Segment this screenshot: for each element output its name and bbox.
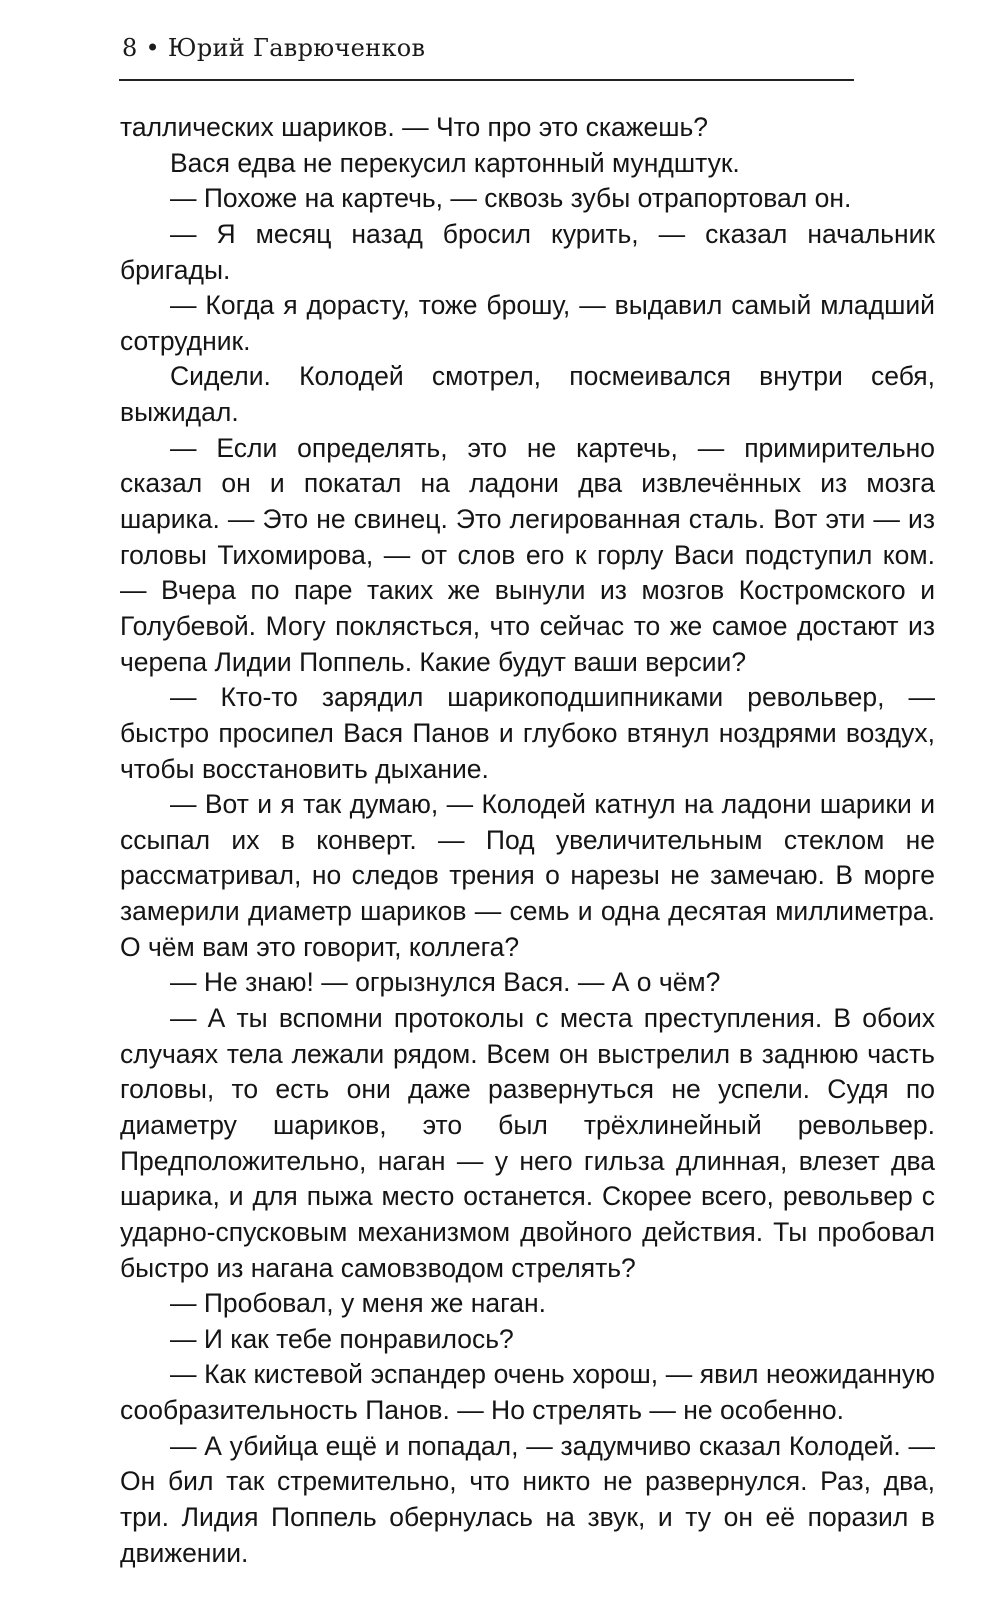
paragraph: — Пробовал, у меня же наган. xyxy=(170,1288,546,1319)
paragraph: — Вот и я так думаю, — Колодей катнул на ладони шарики и ссыпал их в конверт. — Под увеличительным стеклом не рассматривал, но следов трения о нарезы не замечаю. В морге замерили диаметр шариков — семь и одна десятая миллиметра. О чём вам это говорит, коллега? xyxy=(120,789,935,962)
paragraph: Сидели. Колодей смотрел, посмеивался внутри себя, выжидал. xyxy=(120,361,935,428)
paragraph: — Похоже на картечь, — сквозь зубы отрапортовал он. xyxy=(170,183,852,214)
body-text xyxy=(120,110,935,1571)
paragraph: — И как тебе понравилось? xyxy=(170,1323,514,1354)
paragraph: — Не знаю! — огрызнулся Вася. — А о чём? xyxy=(170,967,721,998)
paragraph: — А убийца ещё и попадал, — задумчиво сказал Колодей. — Он бил так стремительно, что никто не развернулся. Раз, два, три. Лидия Поппель обернулась на звук, и ту он её поразил в движении. xyxy=(120,1430,935,1568)
paragraph: — Кто-то зарядил шарикоподшипниками револьвер, — быстро просипел Вася Панов и глубоко втянул ноздрями воздух, чтобы восстановить дыхание. xyxy=(120,682,935,784)
paragraph: — Как кистевой эспандер очень хорош, — явил неожиданную сообразительность Панов. — Но стрелять — не особенно. xyxy=(120,1359,935,1426)
paragraph: — Если определять, это не картечь, — примирительно сказал он и покатал на ладони два извлечённых из мозга шарика. — Это не свинец. Это легированная сталь. Вот эти — из головы Тихомирова, — от слов его к горлу Васи подступил ком. — Вчера по паре таких же вынули из мозгов Костромского и Голубевой. Могу поклясться, что сейчас то же самое достают из черепа Лидии Поппель. Какие будут ваши версии? xyxy=(120,432,935,677)
paragraph: таллических шариков. — Что про это скажешь? xyxy=(120,112,709,142)
running-head: 8 • Юрий Гаврюченков xyxy=(122,34,426,62)
paragraph: — Когда я дорасту, тоже брошу, — выдавил самый младший сотрудник. xyxy=(120,290,935,356)
paragraph: — А ты вспомни протоколы с места преступления. В обоих случаях тела лежали рядом. Всем он выстрелил в заднюю часть головы, то есть они даже развернуться не успели. Судя по диаметру шариков, это был трёхлинейный револьвер. Предположительно, наган — у него гильза длинная, влезет два шарика, и для пыжа место останется. Скорее всего, револьвер с ударно-спусковым механизмом двойного действия. Ты пробовал быстро из нагана самовзводом стрелять? xyxy=(120,1003,935,1283)
paragraph: — Я месяц назад бросил курить, — сказал начальник бригады. xyxy=(120,218,935,285)
header-rule xyxy=(119,79,854,81)
paragraph: Вася едва не перекусил картонный мундштук. xyxy=(170,147,740,178)
